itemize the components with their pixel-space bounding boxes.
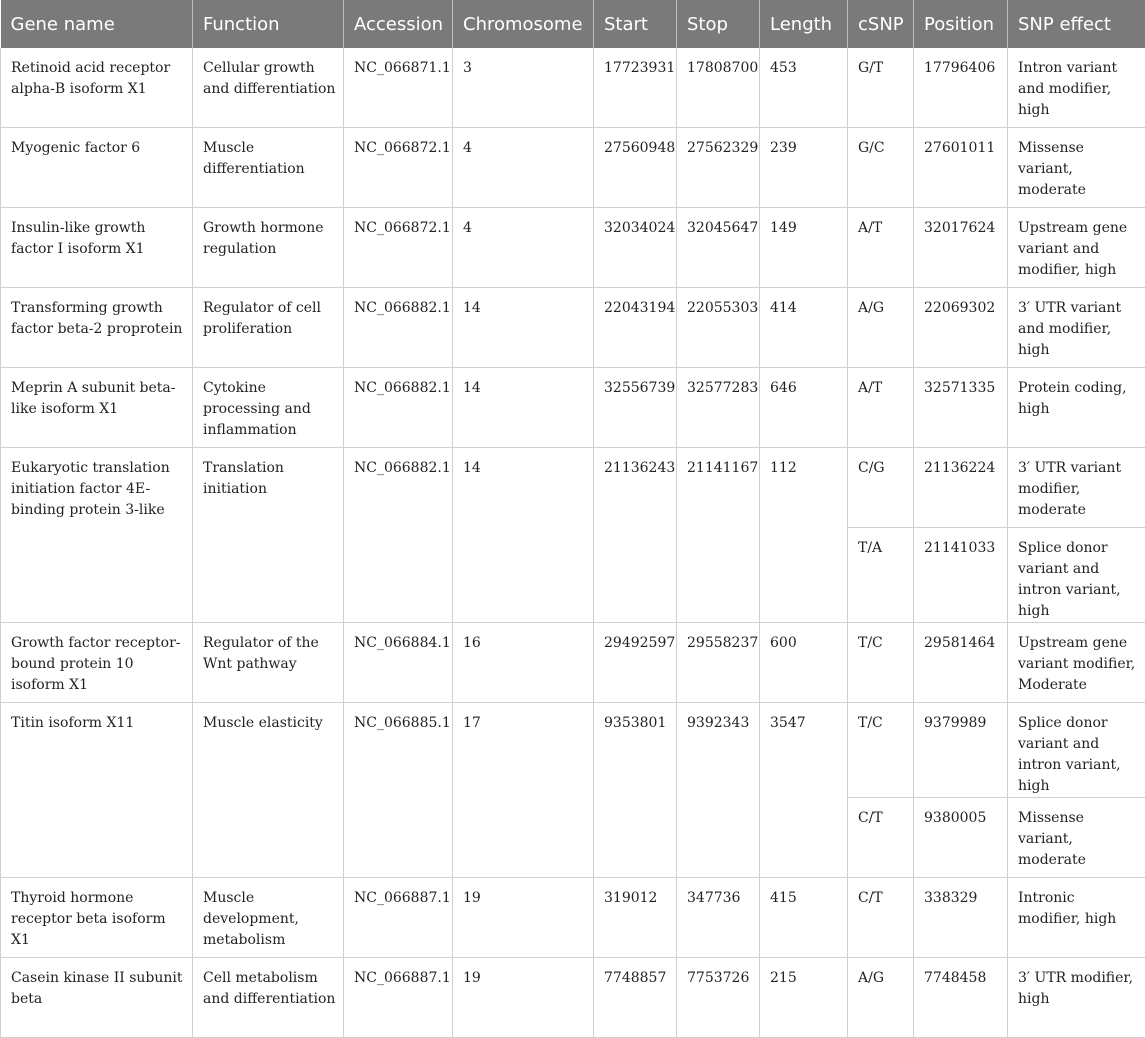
chromosome: 19 bbox=[453, 878, 594, 958]
length: 414 bbox=[760, 288, 848, 368]
stop: 17808700 bbox=[677, 48, 760, 128]
header-position: Position bbox=[914, 0, 1008, 48]
table-row bbox=[1, 623, 1145, 703]
chromosome: 4 bbox=[453, 208, 594, 288]
accession: NC_066872.1 bbox=[344, 128, 453, 208]
gene-name: Meprin A subunit beta-like isoform X1 bbox=[1, 368, 193, 448]
csnp: C/T bbox=[848, 878, 914, 958]
csnp: T/A bbox=[848, 528, 914, 623]
csnp: G/C bbox=[848, 128, 914, 208]
position: 7748458 bbox=[914, 958, 1008, 1038]
start: 27560948 bbox=[594, 128, 677, 208]
table-row bbox=[1, 48, 1145, 128]
position: 32017624 bbox=[914, 208, 1008, 288]
snp-effect: Intronic modifier, high bbox=[1008, 878, 1145, 958]
header-snp-effect: SNP effect bbox=[1008, 0, 1145, 48]
table-row bbox=[1, 128, 1145, 208]
start: 32034024 bbox=[594, 208, 677, 288]
chromosome: 14 bbox=[453, 448, 594, 623]
table-row bbox=[1, 448, 1145, 528]
function: Translation initiation bbox=[193, 448, 344, 623]
table-row bbox=[1, 958, 1145, 1038]
stop: 21141167 bbox=[677, 448, 760, 623]
stop: 32045647 bbox=[677, 208, 760, 288]
length: 3547 bbox=[760, 703, 848, 878]
length: 415 bbox=[760, 878, 848, 958]
table-row bbox=[1, 288, 1145, 368]
length: 600 bbox=[760, 623, 848, 703]
snp-effect: Missense variant, moderate bbox=[1008, 798, 1145, 878]
gene-name: Insulin-like growth factor I isoform X1 bbox=[1, 208, 193, 288]
position: 22069302 bbox=[914, 288, 1008, 368]
chromosome: 4 bbox=[453, 128, 594, 208]
gene-name: Retinoid acid receptor alpha-B isoform X1 bbox=[1, 48, 193, 128]
position: 21136224 bbox=[914, 448, 1008, 528]
table-body bbox=[1, 48, 1145, 1038]
accession: NC_066884.1 bbox=[344, 623, 453, 703]
snp-effect: Intron variant and modifier, high bbox=[1008, 48, 1145, 128]
csnp: T/C bbox=[848, 703, 914, 798]
csnp: A/T bbox=[848, 208, 914, 288]
length: 112 bbox=[760, 448, 848, 623]
stop: 9392343 bbox=[677, 703, 760, 878]
table-row bbox=[1, 703, 1145, 798]
gene-name: Eukaryotic translation initiation factor 4E-binding protein 3-like bbox=[1, 448, 193, 623]
position: 27601011 bbox=[914, 128, 1008, 208]
start: 319012 bbox=[594, 878, 677, 958]
chromosome: 19 bbox=[453, 958, 594, 1038]
header-gene-name: Gene name bbox=[1, 0, 193, 48]
accession: NC_066882.1 bbox=[344, 288, 453, 368]
header-accession: Accession bbox=[344, 0, 453, 48]
stop: 22055303 bbox=[677, 288, 760, 368]
csnp: C/G bbox=[848, 448, 914, 528]
header-csnp: cSNP bbox=[848, 0, 914, 48]
chromosome: 3 bbox=[453, 48, 594, 128]
header-function: Function bbox=[193, 0, 344, 48]
gene-name: Titin isoform X11 bbox=[1, 703, 193, 878]
accession: NC_066871.1 bbox=[344, 48, 453, 128]
position: 338329 bbox=[914, 878, 1008, 958]
accession: NC_066885.1 bbox=[344, 703, 453, 878]
start: 17723931 bbox=[594, 48, 677, 128]
function: Muscle differentiation bbox=[193, 128, 344, 208]
chromosome: 16 bbox=[453, 623, 594, 703]
gene-name: Casein kinase II subunit beta bbox=[1, 958, 193, 1038]
csnp: G/T bbox=[848, 48, 914, 128]
snp-effect: Protein coding, high bbox=[1008, 368, 1145, 448]
start: 22043194 bbox=[594, 288, 677, 368]
accession: NC_066887.1 bbox=[344, 878, 453, 958]
length: 453 bbox=[760, 48, 848, 128]
stop: 347736 bbox=[677, 878, 760, 958]
header-chromosome: Chromosome bbox=[453, 0, 594, 48]
csnp: T/C bbox=[848, 623, 914, 703]
header-row bbox=[1, 0, 1145, 48]
function: Muscle elasticity bbox=[193, 703, 344, 878]
chromosome: 14 bbox=[453, 288, 594, 368]
start: 29492597 bbox=[594, 623, 677, 703]
snp-effect: Missense variant, moderate bbox=[1008, 128, 1145, 208]
csnp: A/G bbox=[848, 288, 914, 368]
length: 646 bbox=[760, 368, 848, 448]
table-row bbox=[1, 878, 1145, 958]
snp-effect: Splice donor variant and intron variant, high bbox=[1008, 703, 1145, 798]
start: 7748857 bbox=[594, 958, 677, 1038]
start: 9353801 bbox=[594, 703, 677, 878]
snp-effect: 3′ UTR modifier, high bbox=[1008, 958, 1145, 1038]
table-row bbox=[1, 208, 1145, 288]
accession: NC_066887.1 bbox=[344, 958, 453, 1038]
table-row bbox=[1, 368, 1145, 448]
length: 239 bbox=[760, 128, 848, 208]
snp-effect: Upstream gene variant and modifier, high bbox=[1008, 208, 1145, 288]
position: 21141033 bbox=[914, 528, 1008, 623]
function: Muscle development, metabolism bbox=[193, 878, 344, 958]
gene-name: Transforming growth factor beta-2 proprotein bbox=[1, 288, 193, 368]
position: 29581464 bbox=[914, 623, 1008, 703]
function: Cytokine processing and inflammation bbox=[193, 368, 344, 448]
length: 149 bbox=[760, 208, 848, 288]
stop: 29558237 bbox=[677, 623, 760, 703]
function: Regulator of the Wnt pathway bbox=[193, 623, 344, 703]
accession: NC_066882.1 bbox=[344, 448, 453, 623]
stop: 32577283 bbox=[677, 368, 760, 448]
snp-effect: Splice donor variant and intron variant, high bbox=[1008, 528, 1145, 623]
position: 17796406 bbox=[914, 48, 1008, 128]
header-length: Length bbox=[760, 0, 848, 48]
position: 32571335 bbox=[914, 368, 1008, 448]
snp-effect: 3′ UTR variant and modifier, high bbox=[1008, 288, 1145, 368]
stop: 7753726 bbox=[677, 958, 760, 1038]
csnp: C/T bbox=[848, 798, 914, 878]
gene-name: Thyroid hormone receptor beta isoform X1 bbox=[1, 878, 193, 958]
header-start: Start bbox=[594, 0, 677, 48]
header-stop: Stop bbox=[677, 0, 760, 48]
start: 21136243 bbox=[594, 448, 677, 623]
accession: NC_066882.1 bbox=[344, 368, 453, 448]
length: 215 bbox=[760, 958, 848, 1038]
position: 9379989 bbox=[914, 703, 1008, 798]
function: Growth hormone regulation bbox=[193, 208, 344, 288]
function: Cell metabolism and differentiation bbox=[193, 958, 344, 1038]
function: Regulator of cell proliferation bbox=[193, 288, 344, 368]
function: Cellular growth and differentiation bbox=[193, 48, 344, 128]
accession: NC_066872.1 bbox=[344, 208, 453, 288]
gene-name: Myogenic factor 6 bbox=[1, 128, 193, 208]
chromosome: 17 bbox=[453, 703, 594, 878]
snp-effect: Upstream gene variant modifier, Moderate bbox=[1008, 623, 1145, 703]
gene-name: Growth factor receptor-bound protein 10 isoform X1 bbox=[1, 623, 193, 703]
chromosome: 14 bbox=[453, 368, 594, 448]
table-header bbox=[1, 0, 1145, 48]
stop: 27562329 bbox=[677, 128, 760, 208]
csnp: A/G bbox=[848, 958, 914, 1038]
snp-effect: 3′ UTR variant modifier, moderate bbox=[1008, 448, 1145, 528]
csnp: A/T bbox=[848, 368, 914, 448]
start: 32556739 bbox=[594, 368, 677, 448]
position: 9380005 bbox=[914, 798, 1008, 878]
